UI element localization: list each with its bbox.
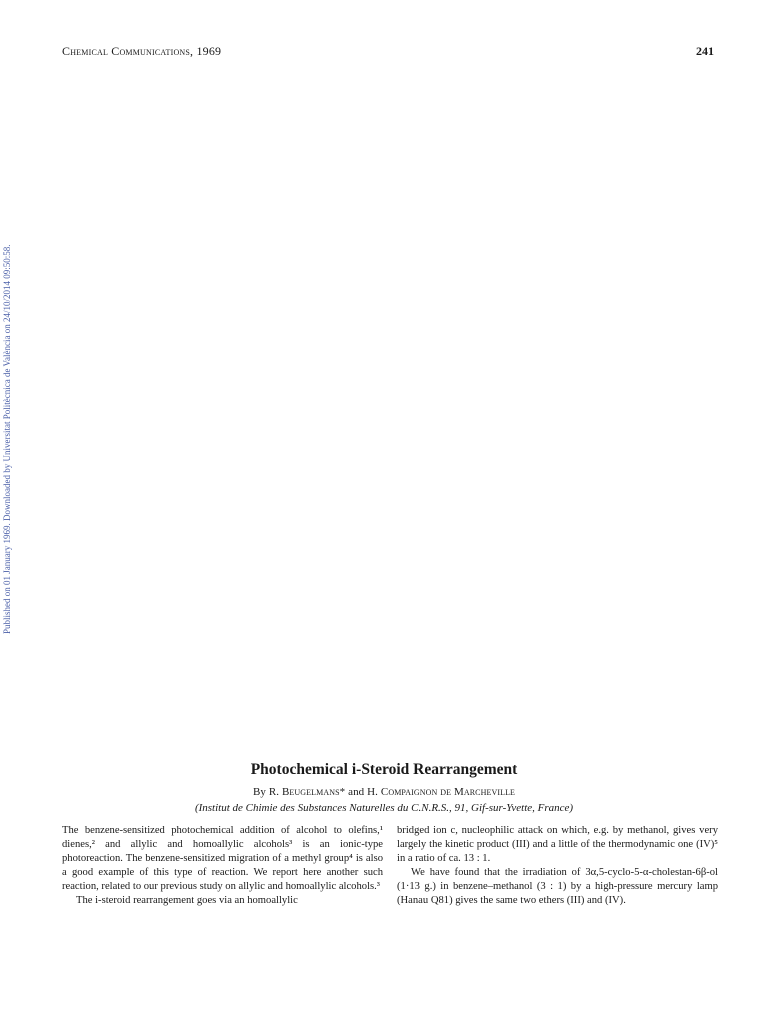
body-column-left: [62, 824, 383, 909]
page-number: 241: [696, 44, 714, 58]
article-title: Photochemical i-Steroid Rearrangement: [250, 761, 518, 778]
paragraph-continuation: bridged ion c, nucleophilic attack on which, e.g. by methanol, gives very largely the kinetic product (III) and a little of the thermodynamic one (IV)⁵ in a ratio of ca. 13 : 1.: [397, 825, 718, 865]
author-beugelmans: Beugelmans*: [281, 786, 346, 798]
paragraph-intro: The benzene-sensitized photochemical addition of alcohol to olefins,¹ dienes,² and allylic and homoallylic alcohols³ is an ionic-type photoreaction. The benzene-sensitized migration of a methyl group⁴ is also a good example of this type of reaction. We report here another such reaction, related to our previous study on allylic and homoallylic alcohols.³: [62, 825, 383, 893]
journal-header: Chemical Communications, 1969: [62, 44, 222, 58]
download-notice: Published on 01 January 1969. Downloaded by Universitat Politècnica de València on 24/10/2014 09:50:58.: [2, 244, 12, 634]
author-byline: [0, 786, 768, 798]
byline-mid: and H.: [345, 786, 381, 798]
affiliation: (Institut de Chimie des Substances Naturelles du C.N.R.S., 91, Gif-sur-Yvette, France): [194, 802, 574, 814]
paragraph-results: We have found that the irradiation of 3α,5-cyclo-5-α-cholestan-6β-ol (1·13 g.) in benzene–methanol (3 : 1) by a high-pressure mercury lamp (Hanau Q81) gives the same two ethers (III) and (IV).: [397, 867, 718, 907]
author-compaignon: Compaignon de Marcheville: [380, 786, 516, 798]
paragraph-mechanism: The i-steroid rearrangement goes via an homoallylic: [76, 895, 298, 907]
byline-prefix: By R.: [252, 786, 282, 798]
body-column-right: [397, 824, 718, 909]
